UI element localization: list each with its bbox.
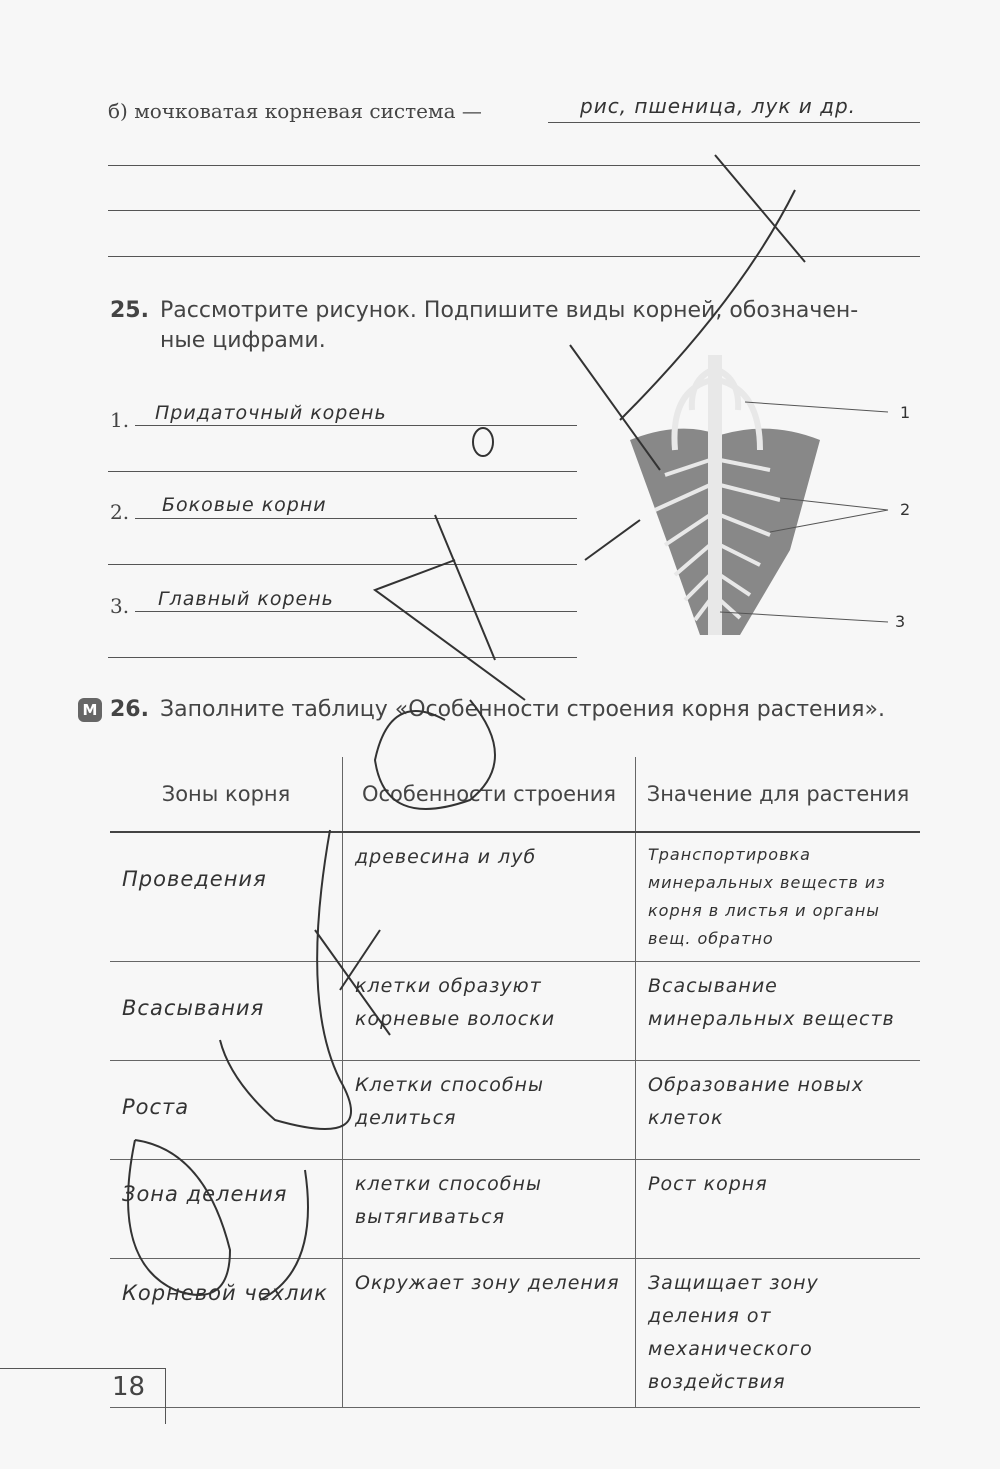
q24b-answer: рис, пшеница, лук и др. xyxy=(580,94,857,118)
header-zones: Зоны корня xyxy=(110,757,343,832)
table-row xyxy=(110,1061,920,1160)
table-row xyxy=(110,832,920,962)
cell: Зона деления xyxy=(122,1182,288,1206)
cell: Клетки способны делиться xyxy=(355,1074,544,1129)
figure-label-3: 3 xyxy=(895,612,906,631)
cell: Роста xyxy=(122,1095,190,1119)
cell: Транспортировка минеральных веществ из корня в листья и органы вещ. обратно xyxy=(648,845,886,948)
q25-text-1: Рассмотрите рисунок. Подпишите виды корней, обозначен- xyxy=(160,298,859,323)
cell: Образование новых клеток xyxy=(648,1074,864,1129)
table-row xyxy=(110,1160,920,1259)
q25-number: 25. xyxy=(110,298,149,323)
cell: клетки образуют корневые волоски xyxy=(355,975,556,1030)
figure-label-1: 1 xyxy=(900,403,911,422)
header-structure: Особенности строения xyxy=(343,757,636,832)
cell: Всасывания xyxy=(122,996,265,1020)
cell: древесина и луб xyxy=(355,846,537,868)
answer-1: Придаточный корень xyxy=(155,402,387,424)
answer-1-number: 1. xyxy=(110,408,130,432)
header-significance: Значение для растения xyxy=(636,757,921,832)
answer-2: Боковые корни xyxy=(162,494,327,516)
answer-2-number: 2. xyxy=(110,500,130,524)
cell: Всасывание минеральных веществ xyxy=(648,975,895,1030)
table-row xyxy=(110,962,920,1061)
answer-3: Главный корень xyxy=(158,588,334,610)
cell: Окружает зону деления xyxy=(355,1272,620,1294)
q25-text-2: ные цифрами. xyxy=(160,328,326,353)
table-row xyxy=(110,1259,920,1408)
cell: Проведения xyxy=(122,867,267,891)
method-badge-icon: M xyxy=(78,698,102,722)
root-zones-table xyxy=(110,757,920,1408)
q26-text: Заполните таблицу «Особенности строения корня растения». xyxy=(160,697,885,722)
q26-number: 26. xyxy=(110,697,149,722)
answer-3-number: 3. xyxy=(110,594,130,618)
cell: Защищает зону деления от механического воздействия xyxy=(648,1272,819,1393)
page-number: 18 xyxy=(112,1372,146,1402)
cell: Рост корня xyxy=(648,1173,768,1195)
cell: Корневой чехлик xyxy=(122,1281,328,1305)
figure-label-2: 2 xyxy=(900,500,911,519)
cell: клетки способны вытягиваться xyxy=(355,1173,542,1228)
q24b-label: б) мочковатая корневая система — xyxy=(108,99,482,123)
root-system-figure xyxy=(620,350,900,640)
